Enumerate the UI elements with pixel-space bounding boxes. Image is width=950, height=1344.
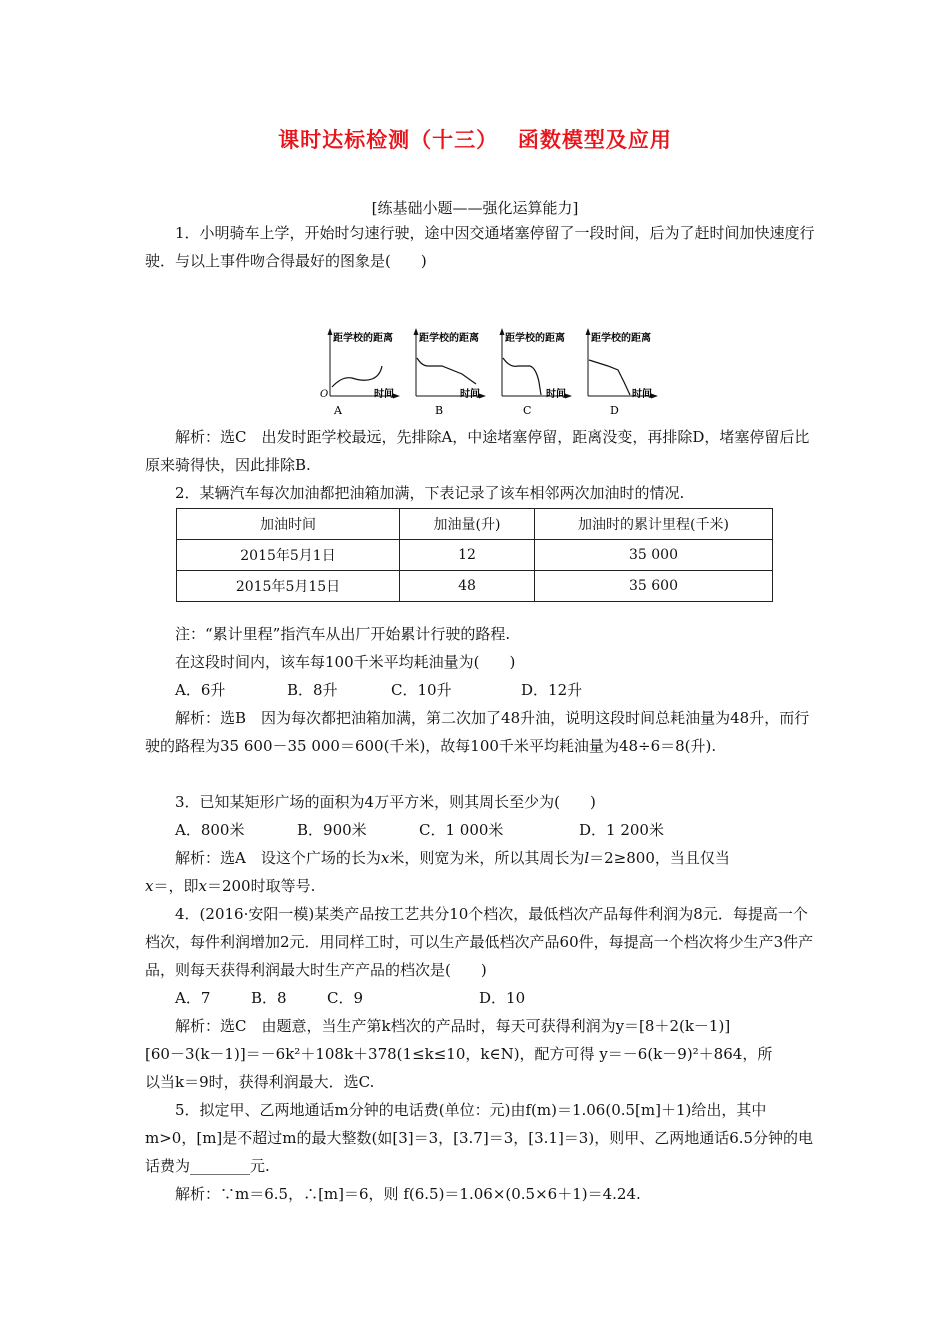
table-cell: 2015年5月1日 [177,540,400,571]
q4-analysis-line-3: 以当k＝9时，获得利润最大．选C. [145,1073,375,1091]
graph-a-xlabel: 时间 [374,389,394,400]
q1-graphs [320,326,670,420]
option: B．8升 [287,681,338,699]
graph-b [414,328,487,417]
graph-c-xlabel: 时间 [546,389,566,400]
table-header: 加油量(升) [400,509,535,540]
q2-question: 在这段时间内，该车每100千米平均耗油量为( ) [175,653,516,671]
q4-analysis-line-2: [60－3(k－1)]＝－6k²＋108k＋378(1≤k≤10，k∈N)，配方可得 y＝－6(k－9)²＋864，所 [145,1045,773,1063]
option: A．800米 [175,821,245,839]
q2-text: 2．某辆汽车每次加油都把油箱加满，下表记录了该车相邻两次加油时的情况. [175,484,685,502]
q4-options [145,984,845,1012]
q2-analysis: 解析：选B 因为每次都把油箱加满，第二次加了48升油，说明这段时间总耗油量为48升，而行驶的路程为35 600－35 000＝600(千米)，故每100千米平均耗油量为48÷6＝8(升). [145,709,810,755]
q1-text: 1．小明骑车上学，开始时匀速行驶，途中因交通堵塞停留了一段时间，后为了赶时间加快速度行驶．与以上事件吻合得最好的图象是( ) [145,224,815,270]
graph-a-ylabel: 距学校的距离 [333,333,393,344]
fuel-table [176,508,773,602]
table-cell: 35 600 [535,571,773,602]
graph-d-ylabel: 距学校的距离 [591,333,651,344]
table-cell: 48 [400,571,535,602]
graph-d [586,328,659,417]
graph-c-ylabel: 距学校的距离 [505,333,565,344]
page-title: 课时达标检测（十三） 函数模型及应用 [278,128,672,152]
option: B．900米 [297,821,367,839]
table-cell: 2015年5月15日 [177,571,400,602]
graph-d-xlabel: 时间 [632,389,652,400]
table-header: 加油时的累计里程(千米) [535,509,773,540]
q3-options [145,816,845,844]
table-header: 加油时间 [177,509,400,540]
q1-analysis: 解析：选C 出发时距学校最远，先排除A，中途堵塞停留，距离没变，再排除D，堵塞停留后比原来骑得快，因此排除B. [145,428,810,474]
graph-a-origin: O [320,389,329,400]
q3-analysis: 解析：选A 设这个广场的长为x米，则宽为米，所以其周长为l＝2≥800，当且仅当 x＝，即x＝200时取等号. [145,849,730,895]
graph-c-caption: C [523,404,532,417]
section-heading: [练基础小题——强化运算能力] [371,199,579,217]
graph-b-xlabel: 时间 [460,389,480,400]
q3-text: 3．已知某矩形广场的面积为4万平方米，则其周长至少为( ) [175,793,596,811]
graph-b-ylabel: 距学校的距离 [419,333,479,344]
table-row [177,540,773,571]
option: B．8 [251,989,287,1007]
graph-d-curve [589,360,630,395]
option: C．9 [327,989,364,1007]
q5-analysis: 解析：∵m＝6.5，∴[m]＝6，则 f(6.5)＝1.06×(0.5×6＋1)＝4.24. [175,1185,641,1203]
graph-a [320,328,400,417]
graph-a-curve [332,366,382,387]
q4-analysis-line-1: 解析：选C 由题意，当生产第k档次的产品时，每天可获得利润为y＝[8＋2(k－1)] [175,1017,731,1035]
option: C．1 000米 [419,821,504,839]
q5-text: 5．拟定甲、乙两地通话m分钟的电话费(单位：元)由f(m)＝1.06(0.5[m]＋1)给出，其中m>0，[m]是不超过m的最大整数(如[3]＝3，[3.7]＝3，[3.1]＝3)，则甲、乙两地通话6.5分钟的电话费为________元. [145,1101,814,1175]
q2-options [145,676,845,704]
graph-c-curve [503,358,541,395]
option: A．6升 [175,681,226,699]
table-header-row [177,509,773,540]
table-cell: 35 000 [535,540,773,571]
q4-text: 4．(2016·安阳一模)某类产品按工艺共分10个档次，最低档次产品每件利润为8元．每提高一个档次，每件利润增加2元．用同样工时，可以生产最低档次产品60件，每提高一个档次将少生产3件产品，则每天获得利润最大时生产产品的档次是( ) [145,905,814,979]
table-cell: 12 [400,540,535,571]
option: D．10 [479,989,526,1007]
q2-note: 注：“累计里程”指汽车从出厂开始累计行驶的路程. [175,625,511,643]
option: A．7 [175,989,211,1007]
graph-d-caption: D [610,404,619,417]
graph-b-curve [417,358,476,384]
graph-a-caption: A [334,404,342,417]
graph-c [500,328,573,417]
graph-b-caption: B [435,404,444,417]
option: D．1 200米 [579,821,664,839]
table-row [177,571,773,602]
option: C．10升 [391,681,452,699]
option: D．12升 [521,681,583,699]
